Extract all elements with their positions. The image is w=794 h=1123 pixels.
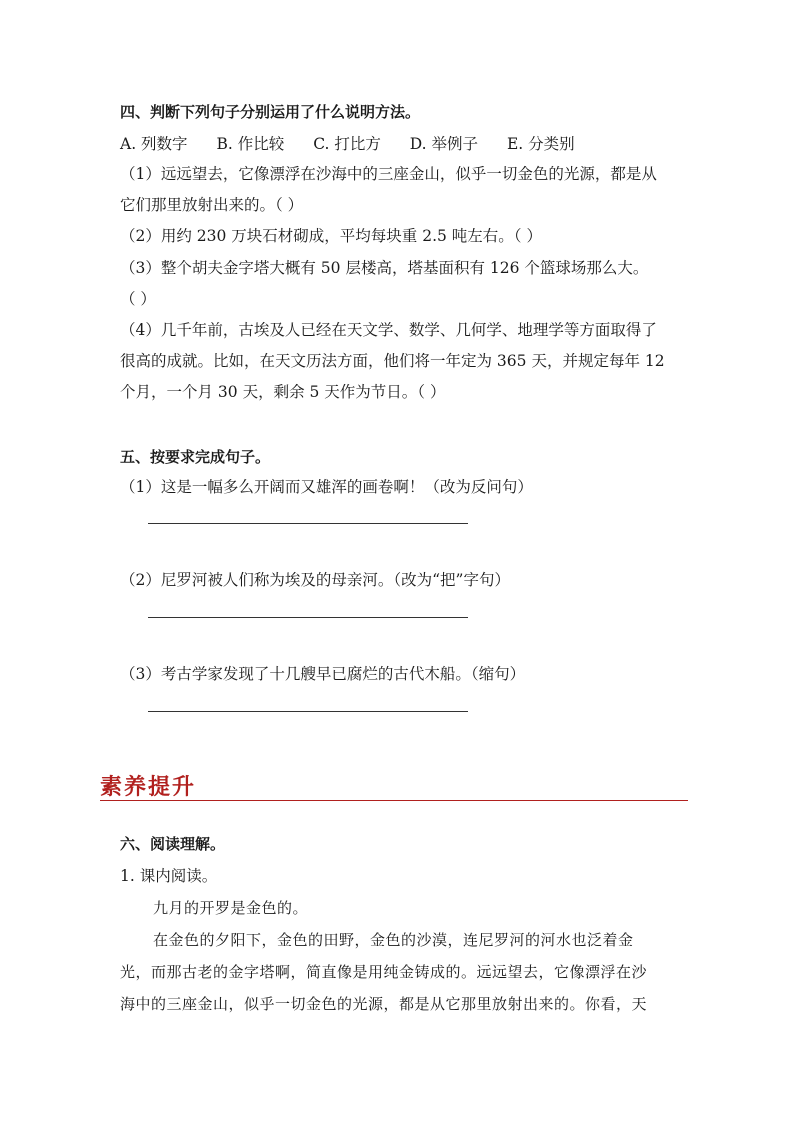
q4-line-3: 个月，一个月 30 天，剩余 5 天作为节日。（ ） (120, 383, 446, 401)
answer-line-3[interactable] (148, 711, 468, 712)
s5-q2: （2）尼罗河被人们称为埃及的母亲河。（改为“把”字句） (120, 571, 510, 589)
passage-p2-line2: 光，而那古老的金字塔啊，简直像是用纯金铸成的。远远望去，它像漂浮在沙 (120, 963, 648, 981)
options-row (120, 134, 599, 154)
banner-rule (100, 800, 688, 801)
q3-line-2: （ ） (120, 290, 156, 308)
passage-p2-line3: 海中的三座金山，似乎一切金色的光源，都是从它那里放射出来的。你看，天 (120, 995, 648, 1013)
passage-p2-line1: 在金色的夕阳下，金色的田野，金色的沙漠，连尼罗河的河水也泛着金 (153, 931, 634, 949)
section4-heading: 四、判断下列句子分别运用了什么说明方法。 (120, 103, 421, 121)
q3-line-1: （3）整个胡夫金字塔大概有 50 层楼高，塔基面积有 126 个篮球场那么大。 (120, 259, 649, 277)
option-c: C. 打比方 (313, 135, 381, 153)
section6-sub: 1. 课内阅读。 (120, 867, 218, 885)
q4-line-1: （4）几千年前，古埃及人已经在天文学、数学、几何学、地理学等方面取得了 (120, 321, 657, 339)
section5-heading: 五、按要求完成句子。 (120, 448, 271, 466)
s5-q3: （3）考古学家发现了十几艘早已腐烂的古代木船。（缩句） (120, 665, 526, 683)
option-b: B. 作比较 (216, 135, 285, 153)
q2-line: （2）用约 230 万块石材砌成，平均每块重 2.5 吨左右。（ ） (120, 227, 542, 245)
answer-line-1[interactable] (148, 523, 468, 524)
q4-line-2: 很高的成就。比如，在天文历法方面，他们将一年定为 365 天，并规定每年 12 (120, 352, 665, 370)
option-e: E. 分类别 (506, 135, 575, 153)
q1-line-1: （1）远远望去，它像漂浮在沙海中的三座金山，似乎一切金色的光源，都是从 (120, 165, 657, 183)
q1-line-2: 它们那里放射出来的。（ ） (120, 196, 304, 214)
s5-q1: （1）这是一幅多么开阔而又雄浑的画卷啊！（改为反问句） (120, 478, 533, 496)
option-d: D. 举例子 (409, 135, 479, 153)
option-a: A. 列数字 (120, 135, 188, 153)
section6-heading: 六、阅读理解。 (120, 835, 226, 853)
passage-p1: 九月的开罗是金色的。 (153, 899, 309, 917)
answer-line-2[interactable] (148, 617, 468, 618)
banner-title: 素养提升 (100, 774, 197, 800)
